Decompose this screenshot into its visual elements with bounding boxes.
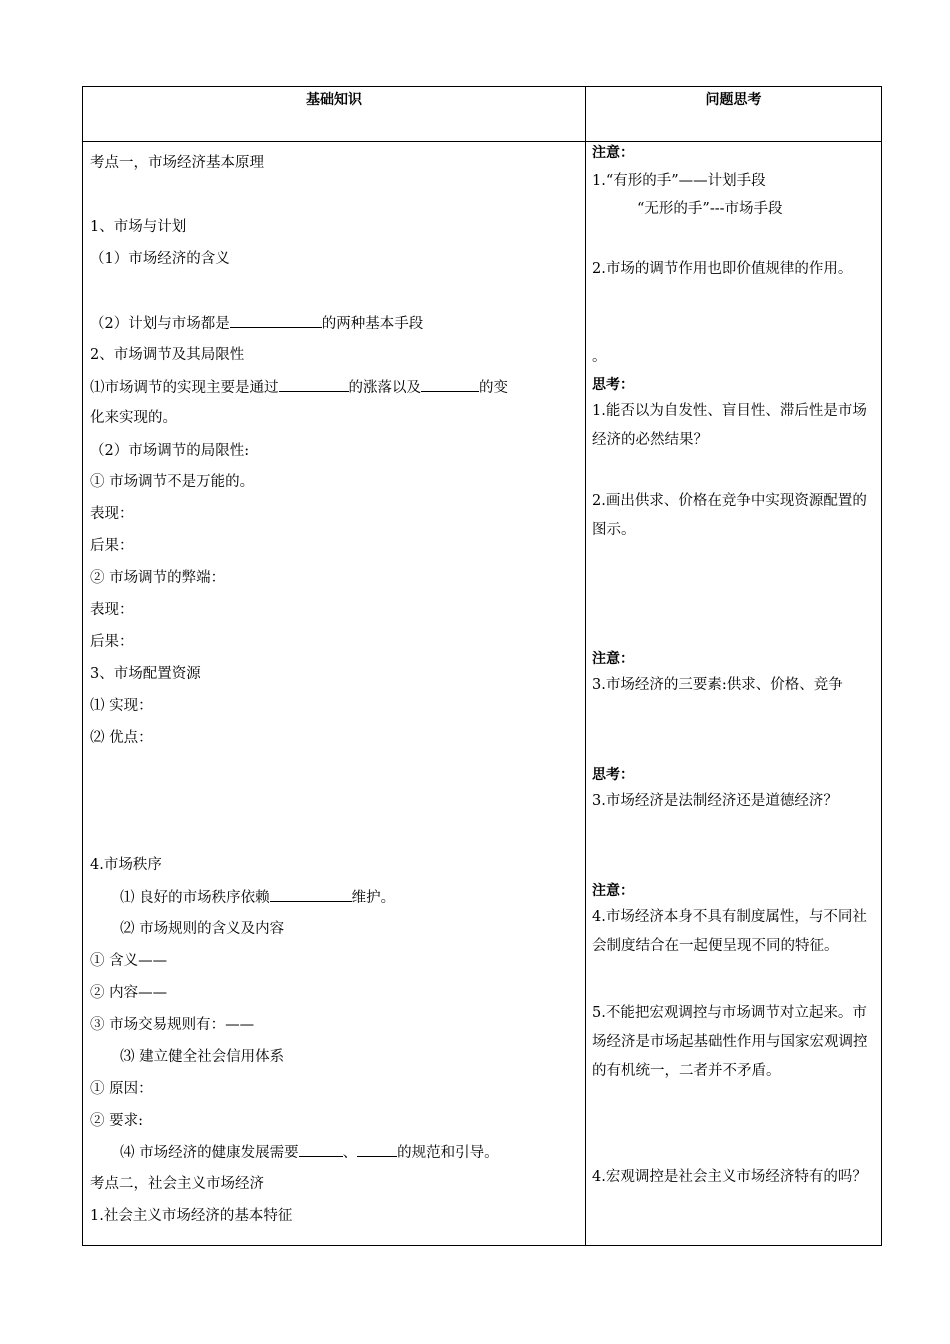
sub-item-not-omnipotent: ① 市场调节不是万能的。 bbox=[90, 474, 255, 490]
text-segment: ⑷ 市场经济的健康发展需要 bbox=[120, 1145, 299, 1161]
text-segment: 维护。 bbox=[351, 890, 396, 906]
sub-item-drawbacks: ② 市场调节的弊端： bbox=[90, 570, 226, 586]
note-label: 注意： bbox=[592, 651, 634, 667]
note-label: 注意： bbox=[592, 145, 634, 161]
fill-blank[interactable] bbox=[299, 1142, 343, 1157]
label-consequence: 后果： bbox=[90, 634, 134, 650]
thinking-label: 思考： bbox=[592, 767, 634, 783]
exam-point-1-heading: 考点一，市场经济基本原理 bbox=[90, 155, 264, 171]
exam-point-2-heading: 考点二，社会主义市场经济 bbox=[90, 1176, 264, 1192]
question-spontaneity: 1.能否以为自发性、盲目性、滞后性是市场经济的必然结果？ bbox=[592, 403, 867, 448]
sub-item-requirement: ② 要求: bbox=[90, 1113, 143, 1129]
fill-blank[interactable] bbox=[230, 313, 322, 328]
item-market-order bbox=[120, 887, 395, 908]
text-segment: （2）计划与市场都是 bbox=[90, 316, 230, 332]
item-credit-system: ⑶ 建立健全社会信用体系 bbox=[120, 1049, 285, 1065]
text-segment: ⑴市场调节的实现主要是通过 bbox=[90, 380, 279, 396]
note-macro-control: 5.不能把宏观调控与市场调节对立起来。市场经济是市场起基础性作用与国家宏观调控的有机统一，二者并不矛盾。 bbox=[592, 1005, 868, 1079]
item-market-economy-meaning: （1）市场经济的含义 bbox=[90, 251, 230, 267]
note-value-law: 2.市场的调节作用也即价值规律的作用。 bbox=[592, 261, 853, 277]
section-1-heading: 1、市场与计划 bbox=[90, 219, 187, 235]
text-segment: 的规范和引导。 bbox=[397, 1145, 499, 1161]
label-consequence: 后果： bbox=[90, 538, 134, 554]
fill-blank[interactable] bbox=[270, 887, 352, 902]
note-three-elements: 3.市场经济的三要素:供求、价格、竞争 bbox=[592, 677, 843, 693]
section-4-heading: 4.市场秩序 bbox=[90, 857, 162, 873]
text-segment: ⑴ 良好的市场秩序依赖 bbox=[120, 890, 270, 906]
note-institutional-attribute: 4.市场经济本身不具有制度属性，与不同社会制度结合在一起便呈现不同的特征。 bbox=[592, 909, 867, 954]
sub-item-reason: ① 原因： bbox=[90, 1081, 153, 1097]
table-header-row bbox=[83, 87, 881, 142]
sub-item-meaning: ① 含义—— bbox=[90, 953, 168, 969]
text-segment: 的两种基本手段 bbox=[321, 316, 424, 332]
item-basic-features: 1.社会主义市场经济的基本特征 bbox=[90, 1208, 293, 1224]
note-period: 。 bbox=[592, 349, 607, 365]
label-advantages: ⑵ 优点： bbox=[90, 730, 153, 746]
item-plan-and-market bbox=[90, 313, 423, 334]
study-table bbox=[82, 86, 882, 1246]
note-invisible-hand: “无形的手”---市场手段 bbox=[637, 201, 783, 217]
section-2-heading: 2、市场调节及其局限性 bbox=[90, 347, 245, 363]
item-continuation: 化来实现的。 bbox=[90, 410, 177, 426]
sub-item-trade-rules: ③ 市场交易规则有：—— bbox=[90, 1017, 255, 1033]
text-segment: 的涨落以及 bbox=[348, 380, 421, 396]
text-segment: 、 bbox=[342, 1145, 358, 1161]
thinking-label: 思考： bbox=[592, 377, 634, 393]
label-realization: ⑴ 实现： bbox=[90, 698, 153, 714]
item-healthy-development bbox=[120, 1142, 499, 1163]
fill-blank[interactable] bbox=[279, 377, 349, 392]
text-segment: 的变 bbox=[479, 380, 508, 396]
label-manifestation: 表现： bbox=[90, 506, 134, 522]
header-question-thinking: 问题思考 bbox=[705, 92, 762, 108]
section-3-heading: 3、市场配置资源 bbox=[90, 666, 201, 682]
fill-blank[interactable] bbox=[357, 1142, 397, 1157]
column-divider bbox=[585, 87, 586, 1245]
item-market-regulation-realization bbox=[90, 377, 508, 398]
fill-blank[interactable] bbox=[421, 377, 479, 392]
note-visible-hand: 1.“有形的手”——计划手段 bbox=[592, 173, 766, 189]
label-manifestation: 表现： bbox=[90, 602, 134, 618]
question-draw-diagram: 2.画出供求、价格在竞争中实现资源配置的图示。 bbox=[592, 493, 867, 538]
note-label: 注意： bbox=[592, 883, 634, 899]
sub-item-content: ② 内容—— bbox=[90, 985, 168, 1001]
item-market-rules: ⑵ 市场规则的含义及内容 bbox=[120, 921, 285, 937]
question-macro-control-unique: 4.宏观调控是社会主义市场经济特有的吗？ bbox=[592, 1169, 867, 1185]
header-basic-knowledge: 基础知识 bbox=[306, 92, 362, 108]
question-law-or-moral: 3.市场经济是法制经济还是道德经济？ bbox=[592, 793, 838, 809]
item-limitations: （2）市场调节的局限性: bbox=[90, 443, 250, 459]
